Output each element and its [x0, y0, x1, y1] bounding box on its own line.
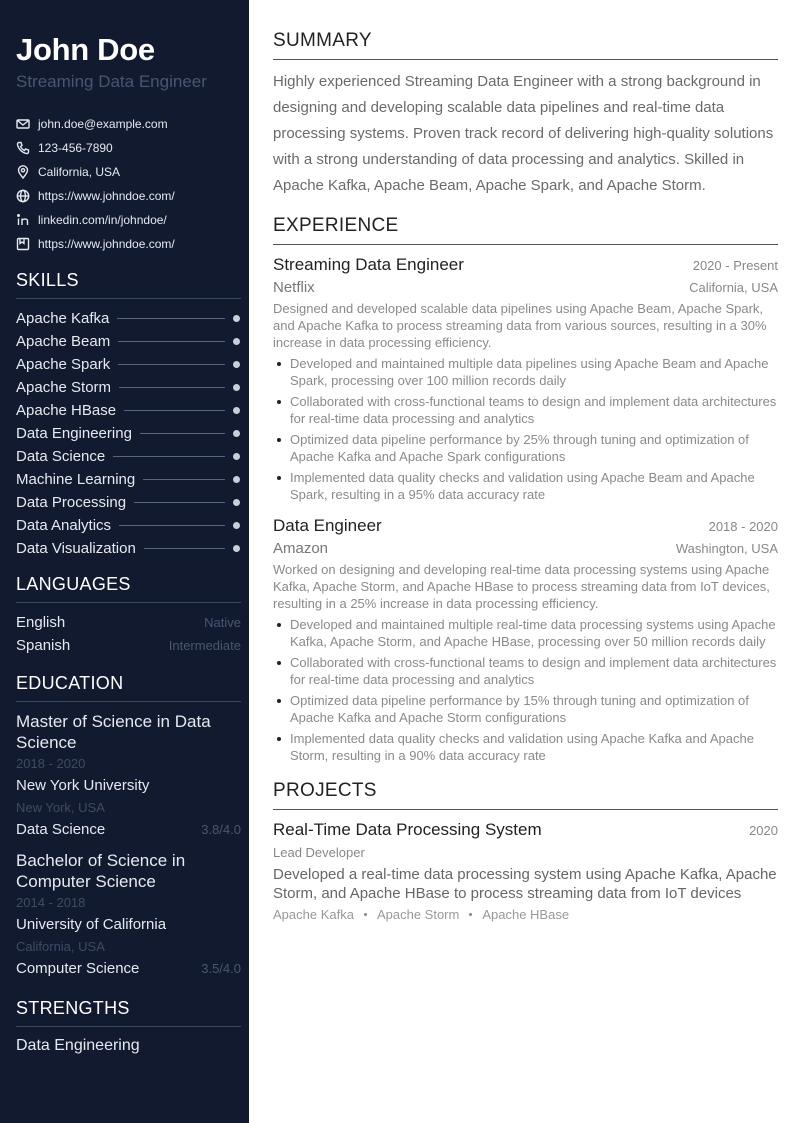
skill-label: Data Analytics	[16, 517, 112, 534]
skill-line	[113, 456, 225, 457]
skill-line	[119, 525, 225, 526]
skill-label: Data Processing	[16, 494, 127, 511]
skill-item	[16, 399, 241, 422]
job-bullet: Collaborated with cross-functional teams to design and implement data architectures for real-time data processing and analytics	[290, 394, 777, 426]
contact-location	[16, 160, 241, 184]
contact-linkedin[interactable]	[16, 208, 241, 232]
language-name: English	[16, 614, 66, 631]
job-description: Worked on designing and developing real-time data processing systems using Apache Kafka, Apache Storm, and Apache HBase to process streaming data from IoT devices, resulting in a 25% increase in data processing efficiency.	[273, 562, 770, 611]
skill-item	[16, 491, 241, 514]
education-item	[16, 850, 241, 980]
skill-dot	[233, 453, 240, 460]
skill-label: Apache HBase	[16, 402, 117, 419]
skill-line	[117, 318, 225, 319]
education-dates: 2014 - 2018	[16, 895, 86, 910]
summary-section	[273, 30, 778, 199]
education-dates: 2018 - 2020	[16, 756, 86, 771]
projects-section	[273, 780, 778, 922]
job-header	[273, 254, 778, 276]
job-location: California, USA	[689, 280, 778, 295]
job-bullet: Implemented data quality checks and validation using Apache Kafka and Apache Storm, resulting in a 90% data accuracy rate	[290, 730, 778, 764]
candidate-title: Streaming Data Engineer	[16, 72, 207, 91]
job-entry	[273, 254, 778, 503]
strengths-heading: STRENGTHS	[16, 998, 241, 1027]
education-item	[16, 711, 241, 841]
job-dates: 2018 - 2020	[708, 519, 778, 534]
job-company: Netflix	[273, 279, 315, 296]
project-tag: Apache Kafka	[273, 907, 354, 922]
skill-dot	[233, 476, 240, 483]
skill-label: Data Science	[16, 448, 106, 465]
skill-item	[16, 537, 241, 560]
strengths-section	[16, 998, 241, 1055]
skill-line	[118, 364, 225, 365]
experience-section	[273, 215, 778, 764]
skill-item	[16, 376, 241, 399]
languages-section	[16, 574, 241, 657]
tag-separator-dot	[364, 913, 367, 916]
experience-heading: EXPERIENCE	[273, 215, 778, 245]
job-header	[273, 515, 778, 537]
project-tag: Apache Storm	[376, 907, 460, 922]
skill-item	[16, 422, 241, 445]
education-gpa: 3.8/4.0	[201, 822, 241, 837]
skills-list	[16, 307, 241, 560]
language-level: Native	[204, 615, 241, 630]
skill-line	[118, 341, 225, 342]
job-subheader	[273, 276, 778, 300]
skill-label: Apache Spark	[16, 356, 111, 373]
job-bullet: Developed and maintained multiple data pipelines using Apache Beam and Apache Spark, processing over 100 million records daily	[290, 355, 778, 389]
language-item	[16, 634, 241, 657]
contact-portfolio-text: https://www.johndoe.com/	[38, 237, 175, 251]
education-location: California, USA	[16, 939, 105, 954]
job-bullet: Implemented data quality checks and validation using Apache Beam and Apache Spark, resulting in a 95% data accuracy rate	[290, 469, 778, 503]
strength-item: Data Engineering	[16, 1037, 140, 1054]
job-description: Designed and developed scalable data pipelines using Apache Beam, Apache Spark, and Apache Kafka to process streaming data from various sources, resulting in a 30% increase in data processing efficiency.	[273, 301, 767, 350]
job-title: Data Engineer	[273, 516, 382, 535]
education-field-row	[16, 819, 241, 841]
main-content	[249, 0, 794, 1123]
location-pin-icon	[16, 165, 30, 179]
job-dates: 2020 - Present	[692, 258, 778, 273]
job-bullet: Developed and maintained multiple real-time data processing systems using Apache Kafka, Apache Storm, and Apache HBase, processing over 50 million records daily	[290, 616, 778, 650]
globe-icon	[16, 189, 30, 203]
skill-line	[134, 502, 225, 503]
education-gpa: 3.5/4.0	[201, 961, 241, 976]
skill-line	[119, 387, 225, 388]
contact-phone[interactable]	[16, 136, 241, 160]
skill-dot	[233, 499, 240, 506]
education-degree: Master of Science in Data Science	[16, 712, 211, 752]
skills-heading: SKILLS	[16, 270, 241, 299]
education-heading: EDUCATION	[16, 673, 241, 702]
project-year: 2020	[749, 823, 778, 838]
language-name: Spanish	[16, 637, 71, 654]
skill-dot	[233, 522, 240, 529]
education-field: Data Science	[16, 821, 106, 838]
skill-dot	[233, 315, 240, 322]
languages-heading: LANGUAGES	[16, 574, 241, 603]
skill-item	[16, 330, 241, 353]
project-description: Developed a real-time data processing system using Apache Kafka, Apache Storm, and Apache HBase to process streaming data from IoT devices	[273, 866, 777, 902]
linkedin-icon	[16, 213, 30, 227]
skills-section	[16, 270, 241, 560]
skill-item	[16, 307, 241, 330]
skill-dot	[233, 338, 240, 345]
contact-website[interactable]	[16, 184, 241, 208]
job-title: Streaming Data Engineer	[273, 255, 464, 274]
project-title: Real-Time Data Processing System	[273, 820, 542, 839]
skill-item	[16, 353, 241, 376]
projects-heading: PROJECTS	[273, 780, 778, 810]
job-subheader	[273, 537, 778, 561]
skill-label: Apache Kafka	[16, 310, 110, 327]
education-section	[16, 673, 241, 980]
skill-dot	[233, 545, 240, 552]
skill-item	[16, 514, 241, 537]
skill-label: Apache Storm	[16, 379, 112, 396]
job-bullets	[273, 355, 778, 503]
skill-line	[124, 410, 225, 411]
project-entry	[273, 819, 778, 922]
project-header	[273, 819, 778, 841]
job-bullet: Optimized data pipeline performance by 15% through tuning and optimization of Apache Kafka and Apache Storm configurations	[290, 692, 778, 726]
education-school: University of California	[16, 916, 167, 933]
skill-dot	[233, 430, 240, 437]
education-field: Computer Science	[16, 960, 140, 977]
skill-label: Data Engineering	[16, 425, 132, 442]
job-bullet: Collaborated with cross-functional teams to design and implement data architectures for real-time data processing and analytics	[290, 655, 777, 687]
job-location: Washington, USA	[675, 541, 778, 556]
job-entry	[273, 515, 778, 764]
education-degree: Bachelor of Science in Computer Science	[16, 851, 186, 891]
skill-dot	[233, 361, 240, 368]
education-location: New York, USA	[16, 800, 105, 815]
skill-dot	[233, 407, 240, 414]
sidebar	[0, 0, 249, 1123]
summary-text: Highly experienced Streaming Data Engineer with a strong background in designing and developing scalable data pipelines and real-time data processing systems. Proven track record of delivering high-quality solutions with a strong understanding of data processing and analytics. Skilled in Apache Kafka, Apache Beam, Apache Spark, and Apache Storm.	[273, 73, 774, 194]
job-bullets	[273, 616, 778, 764]
education-field-row	[16, 958, 241, 980]
envelope-icon	[16, 117, 30, 131]
languages-list	[16, 611, 241, 657]
skill-label: Data Visualization	[16, 540, 136, 557]
skill-line	[143, 479, 225, 480]
contact-list	[16, 112, 241, 256]
contact-portfolio[interactable]	[16, 232, 241, 256]
candidate-name: John Doe	[16, 32, 155, 67]
skill-label: Machine Learning	[16, 471, 136, 488]
project-tags	[273, 907, 778, 922]
project-tag: Apache HBase	[482, 907, 570, 922]
job-bullet: Optimized data pipeline performance by 25% through tuning and optimization of Apache Kafka and Apache Spark configurations	[290, 431, 778, 465]
contact-location-text: California, USA	[38, 165, 121, 179]
project-role: Lead Developer	[273, 845, 365, 860]
language-item	[16, 611, 241, 634]
education-school: New York University	[16, 777, 150, 794]
skill-label: Apache Beam	[16, 333, 111, 350]
contact-website-text: https://www.johndoe.com/	[38, 189, 175, 203]
contact-email-text: john.doe@example.com	[38, 117, 168, 131]
contact-phone-text: 123-456-7890	[38, 141, 113, 155]
tag-separator-dot	[469, 913, 472, 916]
skill-dot	[233, 384, 240, 391]
portfolio-icon	[16, 237, 30, 251]
phone-icon	[16, 141, 30, 155]
summary-heading: SUMMARY	[273, 30, 778, 60]
contact-email[interactable]	[16, 112, 241, 136]
job-company: Amazon	[273, 540, 329, 557]
skill-item	[16, 468, 241, 491]
language-level: Intermediate	[168, 638, 241, 653]
skill-item	[16, 445, 241, 468]
skill-line	[140, 433, 225, 434]
contact-linkedin-text: linkedin.com/in/johndoe/	[38, 213, 167, 227]
skill-line	[144, 548, 225, 549]
